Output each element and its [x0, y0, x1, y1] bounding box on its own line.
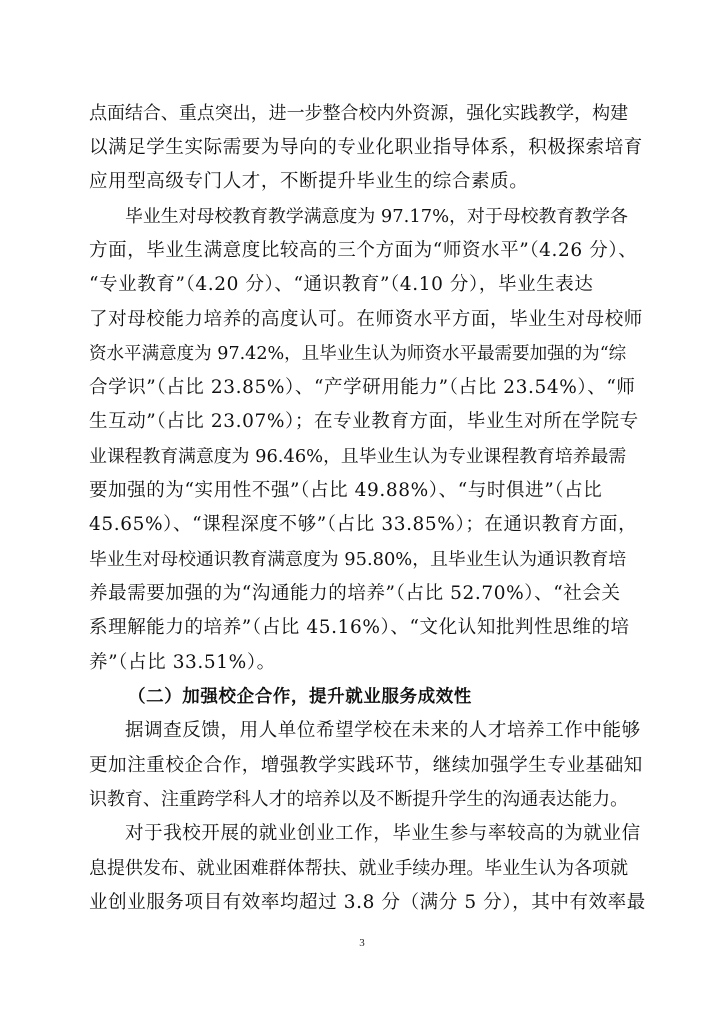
text-line: 养”（占比 33.51%）。: [89, 652, 276, 673]
paragraph-first-line: 毕业生对母校教育教学满意度为 97.17%，对于母校教育教学各: [125, 206, 628, 227]
paragraph-first-line: 据调查反馈，用人单位希望学校在未来的人才培养工作中能够: [125, 720, 641, 741]
text-line: 业创业服务项目有效率均超过 3.8 分（满分 5 分），其中有效率最: [89, 892, 646, 913]
text-line: 45.65%）、“课程深度不够”（占比 33.85%）；在通识教育方面，: [89, 514, 638, 535]
text-line: 系理解能力的培养”（占比 45.16%）、“文化认知批判性思维的培: [89, 617, 630, 638]
text-line: 业课程教育满意度为 96.46%，且毕业生认为专业课程教育培养最需: [89, 446, 627, 467]
text-line: 更加注重校企合作，增强教学实践环节，继续加强学生专业基础知: [89, 755, 643, 776]
text-line: 要加强的为“实用性不强”（占比 49.88%）、“与时俱进”（占比: [89, 480, 603, 501]
text-line: 以满足学生实际需要为导向的专业化职业指导体系，积极探索培育: [89, 137, 643, 158]
text-line: 识教育、注重跨学科人才的培养以及不断提升学生的沟通表达能力。: [89, 789, 629, 810]
section-heading: （二）加强校企合作，提升就业服务成效性: [128, 687, 472, 707]
text-line: “专业教育”（4.20 分）、“通识教育”（4.10 分），毕业生表达: [89, 274, 594, 295]
paragraph-first-line: 对于我校开展的就业创业工作，毕业生参与率较高的为就业信: [125, 823, 641, 844]
text-line: 合学识”（占比 23.85%）、“产学研用能力”（占比 23.54%）、“师: [89, 377, 636, 398]
text-line: 生互动”（占比 23.07%）；在专业教育方面，毕业生对所在学院专: [89, 411, 639, 432]
text-line: 资水平满意度为 97.42%，且毕业生认为师资水平最需要加强的为“综: [89, 344, 627, 364]
text-line: 养最需要加强的为“沟通能力的培养”（占比 52.70%）、“社会关: [89, 583, 621, 604]
page-number: 3: [359, 937, 365, 949]
text-line: 毕业生对母校通识教育满意度为 95.80%，且毕业生认为通识教育培: [89, 549, 627, 570]
text-line: 了对母校能力培养的高度认可。在师资水平方面，毕业生对母校师: [89, 309, 643, 330]
text-line: 息提供发布、就业困难群体帮扶、就业手续办理。毕业生认为各项就: [89, 858, 629, 879]
text-line: 点面结合、重点突出，进一步整合校内外资源，强化实践教学，构建: [89, 103, 629, 124]
text-line: 方面，毕业生满意度比较高的三个方面为“师资水平”（4.26 分）、: [89, 240, 638, 261]
text-line: 应用型高级专门人才，不断提升毕业生的综合素质。: [89, 171, 529, 192]
